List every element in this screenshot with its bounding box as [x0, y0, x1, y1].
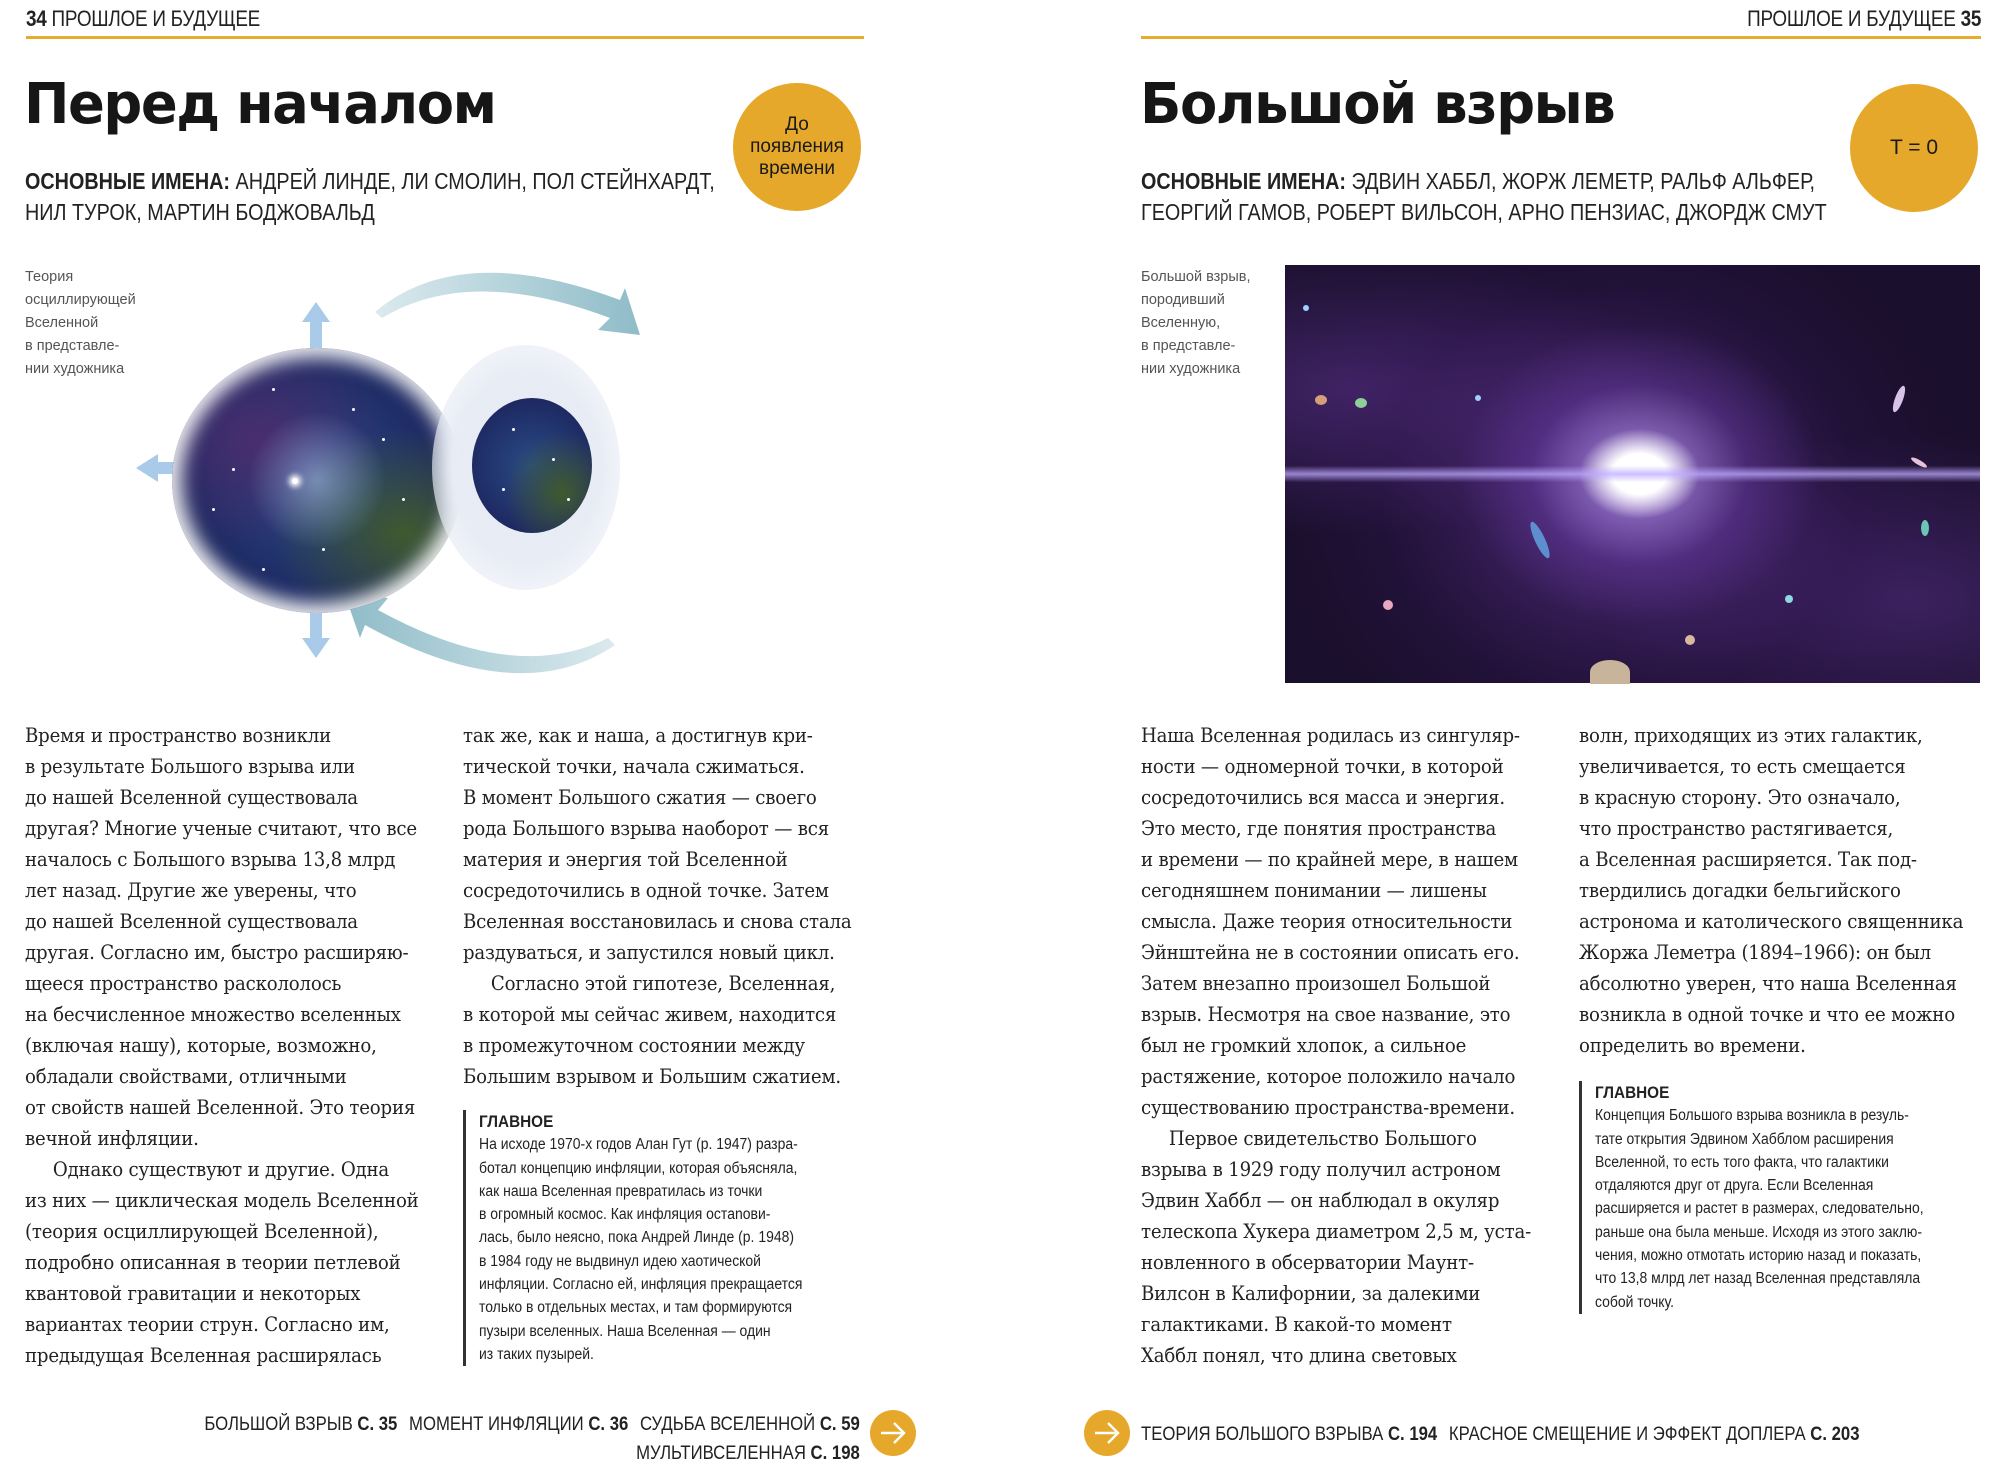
right-page	[1000, 0, 2000, 1464]
body-column-2	[463, 720, 881, 1092]
body-line: обладали свойствами, отличными	[25, 1065, 347, 1088]
body-column-2	[1579, 720, 1992, 1061]
key-idea-line: раньше она была меньше. Исходя из этого заклю-	[1595, 1223, 1923, 1241]
page-number: 34	[26, 6, 47, 31]
key-names-label: ОСНОВНЫЕ ИМЕНА:	[1141, 168, 1347, 194]
key-names-line: ГЕОРГИЙ ГАМОВ, РОБЕРТ ВИЛЬСОН, АРНО ПЕНЗИАС, ДЖОРДЖ СМУТ	[1141, 199, 1827, 225]
body-line: Эдвин Хаббл — он наблюдал в окуляр	[1141, 1189, 1500, 1212]
body-line: был не громкий хлопок, а сильное	[1141, 1034, 1467, 1057]
body-line: Время и пространство возникли	[25, 724, 331, 747]
body-line: щееся пространство раскололось	[25, 972, 342, 995]
body-line: началось с Большого взрыва 13,8 млрд	[25, 848, 396, 871]
section-title: ПРОШЛОЕ И БУДУЩЕЕ	[1746, 6, 1956, 31]
body-line: Это место, где понятия пространства	[1141, 817, 1497, 840]
key-idea-line: что 13,8 млрд лет назад Вселенная представляла	[1595, 1270, 1921, 1288]
key-names-line: АНДРЕЙ ЛИНДЕ, ЛИ СМОЛИН, ПОЛ СТЕЙНХАРДТ,	[230, 168, 715, 194]
badge-line: появления	[750, 136, 844, 157]
body-line: вариантах теории струн. Согласно им,	[25, 1313, 390, 1336]
key-idea-line: собой точку.	[1595, 1293, 1674, 1311]
body-line: определить во времени.	[1579, 1034, 1806, 1057]
xref-big-bang[interactable]: БОЛЬШОЙ ВЗРЫВ С. 35	[204, 1414, 398, 1435]
body-line: от свойств нашей Вселенной. Это теория	[25, 1096, 416, 1119]
key-idea-line: лась, было неясно, пока Андрей Линде (р. 1948)	[479, 1229, 794, 1247]
caption-line: Вселенную,	[1141, 315, 1221, 331]
body-line: на бесчисленное множество вселенных	[25, 1003, 401, 1026]
key-names-line: ЭДВИН ХАББЛ, ЖОРЖ ЛЕМЕТР, РАЛЬФ АЛЬФЕР,	[1346, 168, 1816, 194]
body-line: абсолютно уверен, что наша Вселенная	[1579, 972, 1957, 995]
key-idea-line: На исходе 1970-х годов Алан Гут (р. 1947) разра-	[479, 1136, 798, 1154]
expanding-universe	[172, 348, 462, 613]
key-idea-box	[463, 1110, 838, 1366]
xref-inflation[interactable]: МОМЕНТ ИНФЛЯЦИИ С. 36	[409, 1414, 629, 1435]
body-line: новленного в обсерватории Маунт-	[1141, 1251, 1474, 1274]
arrow-right-icon	[1093, 1421, 1121, 1445]
body-line: лет назад. Другие же уверены, что	[25, 879, 357, 902]
body-line: в красную сторону. Это означало,	[1579, 786, 1901, 809]
body-line: сосредоточились в одной точке. Затем	[463, 879, 829, 902]
header-rule	[26, 36, 864, 39]
body-line: сегодняшнем понимании — лишены	[1141, 879, 1487, 902]
next-arrow-button[interactable]	[870, 1410, 916, 1456]
xref-redshift-doppler[interactable]: КРАСНОЕ СМЕЩЕНИЕ И ЭФФЕКТ ДОПЛЕРА С. 203	[1448, 1424, 1860, 1445]
body-line: другая. Согласно им, быстро расширяю-	[25, 941, 409, 964]
key-idea-line: чения, можно отмотать историю назад и показать,	[1595, 1247, 1922, 1265]
body-line: в результате Большого взрыва или	[25, 755, 355, 778]
body-line: Жоржа Леметра (1894–1966): он был	[1579, 941, 1931, 964]
body-line: вечной инфляции.	[25, 1127, 199, 1150]
caption-line: нии художника	[25, 361, 125, 377]
xref-fate-of-universe[interactable]: СУДЬБА ВСЕЛЕННОЙ С. 59	[640, 1414, 860, 1435]
body-line: Хаббл понял, что длина световых	[1141, 1344, 1457, 1367]
xref-multiverse[interactable]: МУЛЬТИВСЕЛЕННАЯ С. 198	[636, 1443, 860, 1464]
key-idea-line: Вселенной, то есть того факта, что галактики	[1595, 1153, 1889, 1171]
body-line: смысла. Даже теория относительности	[1141, 910, 1513, 933]
body-line: в которой мы сейчас живем, находится	[463, 1003, 837, 1026]
key-idea-line: в 1984 году не выдвинул идею хаотической	[479, 1252, 761, 1270]
caption-line: в представле-	[1141, 338, 1236, 354]
running-head-right	[1747, 6, 1981, 32]
caption-line: породивший	[1141, 292, 1225, 308]
body-line: так же, как и наша, а достигнув кри-	[463, 724, 813, 747]
badge-line: времени	[759, 158, 835, 179]
image-caption	[1141, 266, 1251, 381]
caption-line: осциллирующей	[25, 292, 136, 308]
body-column-1	[1141, 720, 1560, 1371]
body-line: квантовой гравитации и некоторых	[25, 1282, 361, 1305]
arrow-right-icon	[879, 1421, 907, 1445]
oscillating-universe-illustration	[120, 250, 880, 690]
page-title: Большой взрыв	[1140, 72, 1615, 137]
body-line: Вселенная восстановилась и снова стала	[463, 910, 852, 933]
body-line: Однако существуют и другие. Одна	[52, 1158, 390, 1181]
key-idea-title: ГЛАВНОЕ	[479, 1112, 554, 1131]
key-idea-line: Концепция Большого взрыва возникла в резуль-	[1595, 1107, 1909, 1125]
key-names	[25, 166, 827, 228]
page-title: Перед началом	[24, 72, 496, 137]
body-line: астронома и католического священника	[1579, 910, 1964, 933]
body-line: возникла в одной точке и что ее можно	[1579, 1003, 1955, 1026]
key-idea-line: как наша Вселенная превратилась из точки	[479, 1182, 763, 1200]
badge-line: До	[785, 114, 809, 135]
body-line: Первое свидетельство Большого	[1168, 1127, 1477, 1150]
body-line: взрыв. Несмотря на свое название, это	[1141, 1003, 1511, 1026]
body-line: из них — циклическая модель Вселенной	[25, 1189, 419, 1212]
key-names-label: ОСНОВНЫЕ ИМЕНА:	[25, 168, 231, 194]
body-line: Согласно этой гипотезе, Вселенная,	[490, 972, 836, 995]
body-line: Эйнштейна не в состоянии описать его.	[1141, 941, 1520, 964]
caption-line: Вселенной	[25, 315, 99, 331]
caption-line: Теория	[25, 269, 74, 285]
body-line: В момент Большого сжатия — своего	[463, 786, 817, 809]
body-line: что пространство растягивается,	[1579, 817, 1894, 840]
key-idea-line: тате открытия Эдвином Хабблом расширения	[1595, 1130, 1894, 1148]
cross-references	[115, 1410, 860, 1464]
page-number: 35	[1960, 6, 1981, 31]
key-idea-title: ГЛАВНОЕ	[1595, 1083, 1670, 1102]
body-line: ности — одномерной точки, в которой	[1141, 755, 1504, 778]
body-line: до нашей Вселенной существовала	[25, 786, 358, 809]
body-line: а Вселенная расширяется. Так под-	[1579, 848, 1917, 871]
body-line: сосредоточились вся масса и энергия.	[1141, 786, 1506, 809]
key-idea-line: в огромный космос. Как инфляция остanови-	[479, 1206, 771, 1224]
key-idea-line: отдаляются друг от друга. Если Вселенная	[1595, 1177, 1874, 1195]
prev-arrow-button[interactable]	[1084, 1410, 1130, 1456]
key-idea-line: расширяется и растет в размерах, следовательно,	[1595, 1200, 1924, 1218]
running-head-left	[26, 6, 260, 32]
body-line: твердились догадки бельгийского	[1579, 879, 1901, 902]
big-bang-illustration	[1285, 265, 1980, 683]
caption-line: нии художника	[1141, 361, 1241, 377]
body-line: раздуваться, и запустился новый цикл.	[463, 941, 835, 964]
header-rule	[1141, 36, 1981, 39]
body-line: материя и энергия той Вселенной	[463, 848, 788, 871]
caption-line: в представле-	[25, 338, 120, 354]
key-idea-line: пузыри вселенных. Наша Вселенная — один	[479, 1322, 771, 1340]
body-line: рода Большого взрыва наоборот — вся	[463, 817, 829, 840]
key-idea-box	[1579, 1081, 1960, 1314]
body-line: тической точки, начала сжиматься.	[463, 755, 805, 778]
body-line: телескопа Хукера диаметром 2,5 м, уста-	[1141, 1220, 1532, 1243]
contracting-universe	[472, 398, 592, 533]
section-title: ПРОШЛОЕ И БУДУЩЕЕ	[51, 6, 261, 31]
xref-big-bang-theory[interactable]: ТЕОРИЯ БОЛЬШОГО ВЗРЫВА С. 194	[1141, 1424, 1438, 1445]
caption-line: Большой взрыв,	[1141, 269, 1251, 285]
body-line: подробно описанная в теории петлевой	[25, 1251, 401, 1274]
body-line: галактиками. В какой-то момент	[1141, 1313, 1452, 1336]
key-names	[1141, 166, 1938, 228]
body-line: до нашей Вселенной существовала	[25, 910, 358, 933]
key-idea-line: только в отдельных местах, и там формируются	[479, 1299, 793, 1317]
body-line: в промежуточном состоянии между	[463, 1034, 805, 1057]
key-idea-line: из таких пузырей.	[479, 1345, 594, 1363]
body-line: и времени — по крайней мере, в нашем	[1141, 848, 1518, 871]
body-line: предыдущая Вселенная расширялась	[25, 1344, 382, 1367]
body-line: (включая нашу), которые, возможно,	[25, 1034, 377, 1057]
body-line: волн, приходящих из этих галактик,	[1579, 724, 1923, 747]
badge-line: T = 0	[1889, 136, 1939, 159]
body-line: увеличивается, то есть смещается	[1579, 755, 1906, 778]
body-line: взрыва в 1929 году получил астроном	[1141, 1158, 1501, 1181]
body-column-1	[25, 720, 448, 1371]
key-names-line: НИЛ ТУРОК, МАРТИН БОДЖОВАЛЬД	[25, 199, 375, 225]
body-line: Наша Вселенная родилась из сингуляр-	[1141, 724, 1520, 747]
body-line: другая? Многие ученые считают, что все	[25, 817, 417, 840]
body-line: (теория осциллирующей Вселенной),	[25, 1220, 379, 1243]
body-line: растяжение, которое положило начало	[1141, 1065, 1516, 1088]
key-idea-line: инфляции. Согласно ей, инфляция прекращается	[479, 1276, 803, 1294]
key-idea-line: ботал концепцию инфляции, которая объясняла,	[479, 1159, 798, 1177]
body-line: существованию пространства-времени.	[1141, 1096, 1515, 1119]
body-line: Затем внезапно произошел Большой	[1141, 972, 1491, 995]
body-line: Вилсон в Калифорнии, за далекими	[1141, 1282, 1481, 1305]
cross-references	[1141, 1424, 1860, 1446]
body-line: Большим взрывом и Большим сжатием.	[463, 1065, 841, 1088]
